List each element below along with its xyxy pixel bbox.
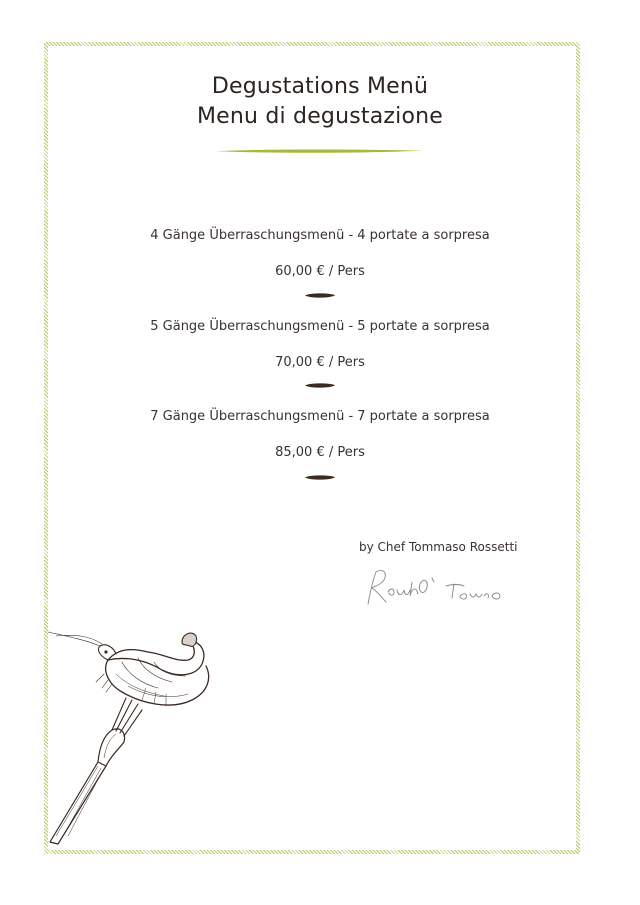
brush-stroke-icon	[304, 382, 336, 389]
shrimp-on-fork-icon	[46, 630, 226, 848]
handwritten-signature-icon	[360, 564, 505, 610]
menu-title-german: Degustations Menü	[211, 74, 429, 99]
menu-price-7-courses: 85,00 € / Pers	[275, 445, 365, 460]
title-brush-underline	[216, 148, 424, 154]
chef-credit: by Chef Tommaso Rossetti	[359, 540, 518, 554]
brush-stroke-icon	[304, 474, 336, 481]
menu-item-5-courses: 5 Gänge Überraschungsmenü - 5 portate a sorpresa	[150, 319, 490, 334]
menu-item-7-courses: 7 Gänge Überraschungsmenü - 7 portate a sorpresa	[150, 409, 490, 424]
menu-item-4-courses: 4 Gänge Überraschungsmenü - 4 portate a sorpresa	[150, 228, 490, 243]
menu-title-italian: Menu di degustazione	[196, 104, 444, 129]
menu-price-5-courses: 70,00 € / Pers	[275, 355, 365, 370]
brush-stroke-icon	[304, 292, 336, 299]
menu-price-4-courses: 60,00 € / Pers	[275, 264, 365, 279]
